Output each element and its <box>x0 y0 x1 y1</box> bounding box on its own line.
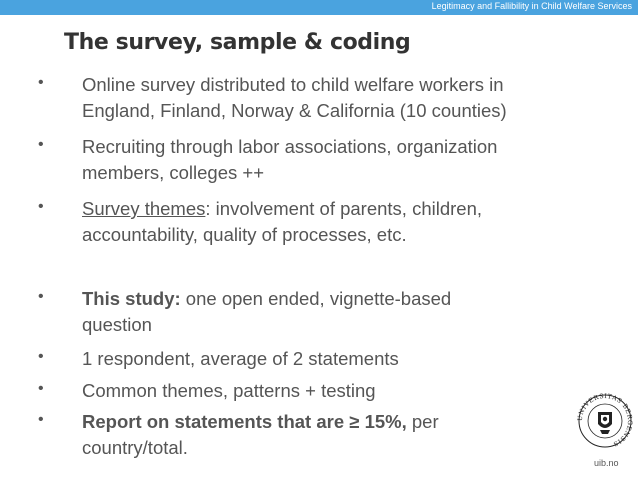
bullet-icon: • <box>38 136 44 153</box>
this-study-label: This study: <box>82 288 181 309</box>
item-line-rest: one open ended, vignette-based <box>180 288 452 309</box>
bullet-icon: • <box>38 74 44 91</box>
list-item-text <box>82 378 582 404</box>
svg-text:UNIVERSITAS BERGENSIS: UNIVERSITAS BERGENSIS <box>576 392 634 448</box>
item-line: Online survey distributed to child welfare workers in <box>82 74 504 95</box>
website-url: uib.no <box>594 458 619 468</box>
item-line-rest: : involvement of parents, children, <box>205 198 483 219</box>
item-line: members, colleges ++ <box>82 161 265 183</box>
item-line: 1 respondent, average of 2 statements <box>82 348 399 369</box>
header-bar <box>0 0 638 15</box>
item-line: Common themes, patterns + testing <box>82 380 376 401</box>
bullet-icon: • <box>38 198 44 215</box>
list-item-text <box>82 346 582 372</box>
item-line-rest: per <box>406 411 439 432</box>
survey-themes-label: Survey themes <box>82 198 206 219</box>
item-line: England, Finland, Norway & California (10 counties) <box>82 99 507 121</box>
item-line: Recruiting through labor associations, organization <box>82 136 498 157</box>
list-item-text <box>82 72 582 123</box>
bullet-icon: • <box>38 288 44 305</box>
item-line <box>82 409 582 435</box>
item-line: accountability, quality of processes, etc. <box>82 223 407 245</box>
item-line: country/total. <box>82 436 188 458</box>
bullet-icon: • <box>38 411 44 428</box>
item-line <box>82 286 582 312</box>
report-label: Report on statements that are ≥ 15%, <box>82 411 407 432</box>
bullet-icon: • <box>38 380 44 397</box>
list-item-text <box>82 286 582 337</box>
item-line <box>82 196 582 222</box>
slide-title: The survey, sample & coding <box>64 30 411 55</box>
list-item-text <box>82 196 582 247</box>
item-line: question <box>82 313 152 335</box>
university-seal-icon <box>574 390 636 448</box>
bullet-icon: • <box>38 348 44 365</box>
header-caption: Legitimacy and Fallibility in Child Welfare Services <box>431 1 632 11</box>
list-item-text <box>82 134 582 185</box>
list-item-text <box>82 409 582 460</box>
